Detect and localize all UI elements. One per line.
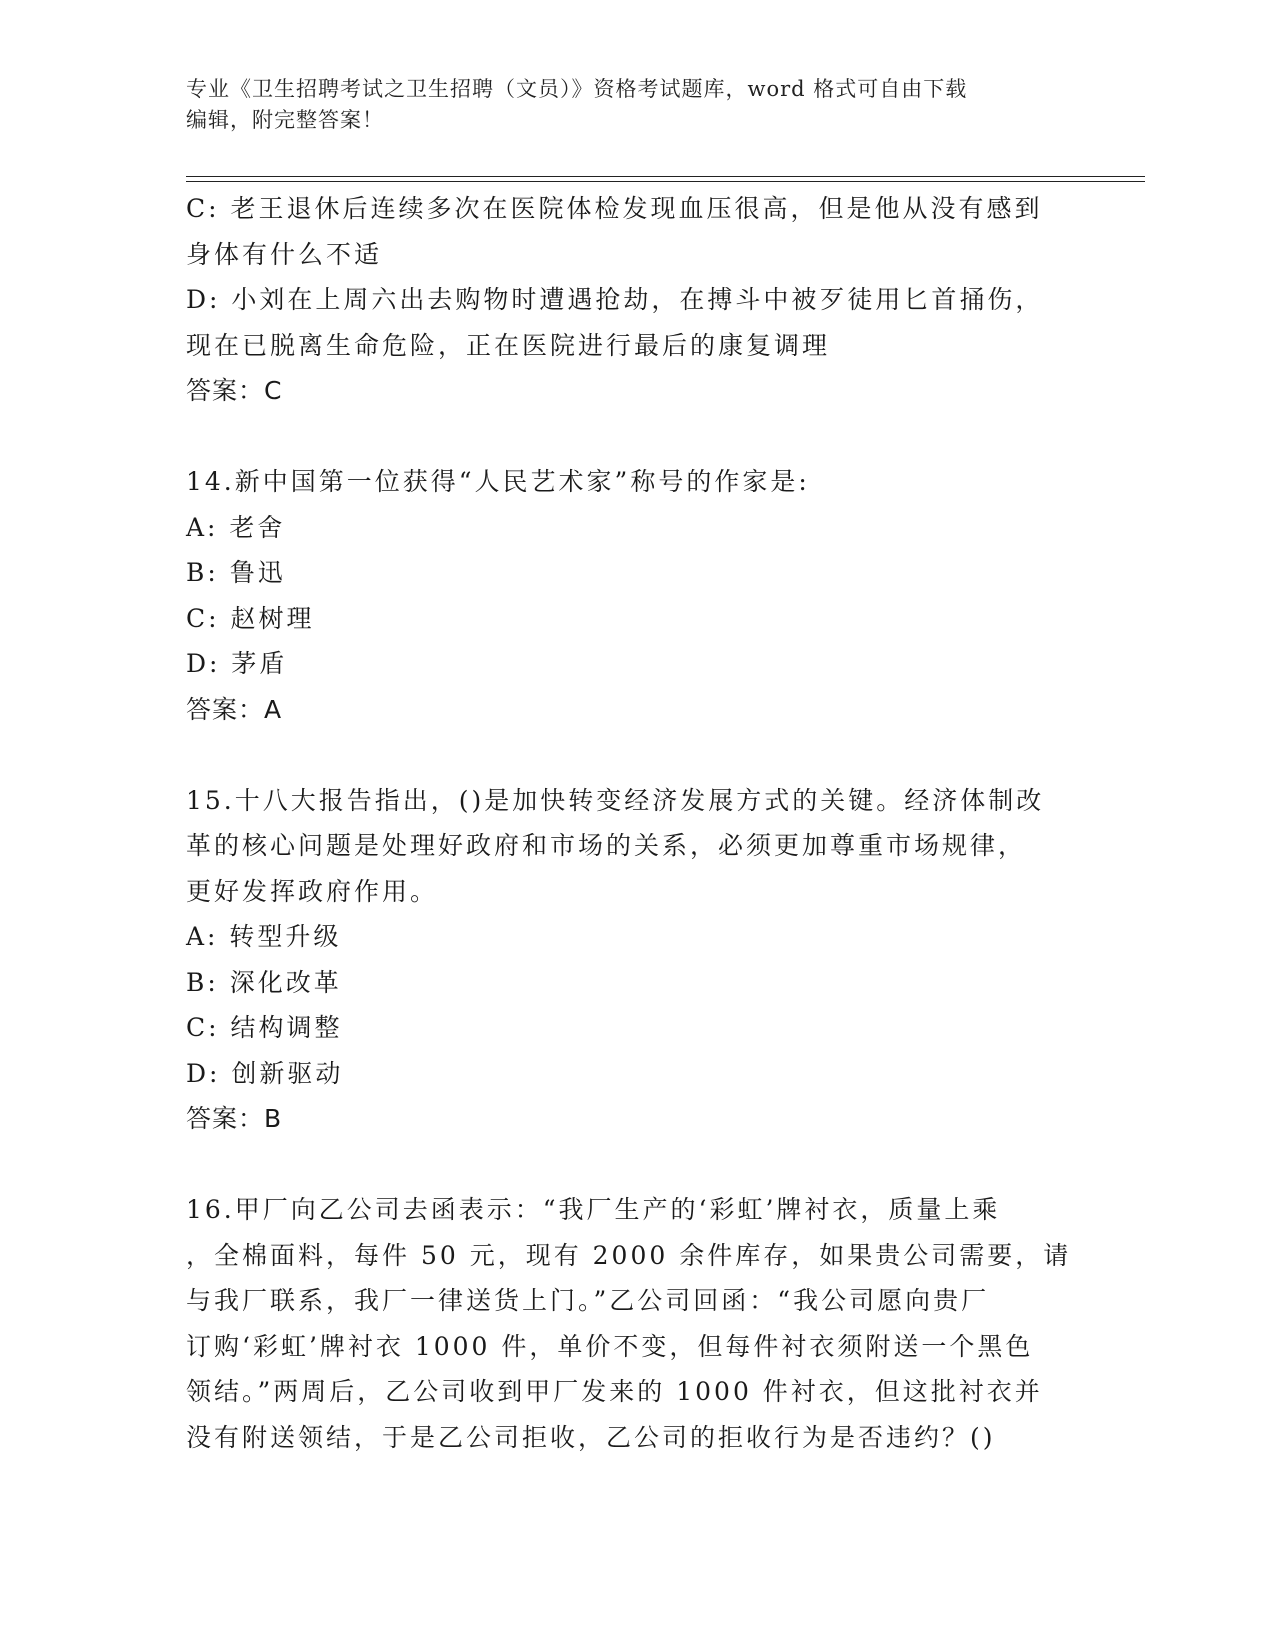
q16-stem-line-6: 没有附送领结，于是乙公司拒收，乙公司的拒收行为是否违约？() bbox=[186, 1422, 996, 1452]
q15-option-d: D: 创新驱动 bbox=[186, 1058, 344, 1088]
q14-stem: 14.新中国第一位获得“人民艺术家”称号的作家是: bbox=[186, 467, 810, 496]
q14-option-d: D: 茅盾 bbox=[186, 649, 288, 678]
header-line-2: 编辑，附完整答案！ bbox=[186, 108, 384, 132]
q16-stem-line-1: 16.甲厂向乙公司去函表示：“我厂生产的‘彩虹’牌衬衣，质量上乘 bbox=[186, 1195, 1001, 1224]
q15-option-c: C: 结构调整 bbox=[186, 1013, 343, 1042]
q14-option-a: A: 老舍 bbox=[186, 512, 286, 542]
q16-stem-line-5: 领结。”两周后，乙公司收到甲厂发来的 1000 件衬衣，但这批衬衣并 bbox=[186, 1377, 1043, 1406]
q13-option-d-line-2: 现在已脱离生命危险，正在医院进行最后的康复调理 bbox=[186, 330, 831, 360]
q15-stem-line-2: 革的核心问题是处理好政府和市场的关系，必须更加尊重市场规律， bbox=[186, 831, 1027, 860]
q15-stem-line-3: 更好发挥政府作用。 bbox=[186, 876, 439, 906]
q13-option-d-line-1: D: 小刘在上周六出去购物时遭遇抢劫，在搏斗中被歹徒用匕首捅伤， bbox=[186, 285, 1044, 314]
q15-answer: 答案：B bbox=[186, 1104, 283, 1133]
question-16 bbox=[186, 1187, 1086, 1460]
q14-answer: 答案：A bbox=[186, 694, 283, 724]
question-13 bbox=[186, 186, 1086, 414]
q16-stem-line-3: 与我厂联系，我厂一律送货上门。”乙公司回函：“我公司愿向贵厂 bbox=[186, 1286, 990, 1315]
q15-option-a: A: 转型升级 bbox=[186, 922, 342, 951]
header-line-1: 专业《卫生招聘考试之卫生招聘（文员）》资格考试题库，word 格式可自由下载 bbox=[186, 77, 968, 101]
spacer bbox=[186, 732, 1086, 778]
q15-stem-line-1: 15.十八大报告指出，()是加快转变经济发展方式的关键。经济体制改 bbox=[186, 785, 1045, 815]
question-14 bbox=[186, 459, 1086, 732]
q14-option-b: B: 鲁迅 bbox=[186, 558, 286, 587]
q16-stem-line-4: 订购‘彩虹’牌衬衣 1000 件，单价不变，但每件衬衣须附送一个黑色 bbox=[186, 1331, 1034, 1361]
q16-stem-line-2: ，全棉面料，每件 50 元，现有 2000 余件库存，如果贵公司需要，请 bbox=[186, 1240, 1072, 1270]
q13-answer: 答案：C bbox=[186, 376, 283, 405]
header-rule-top bbox=[186, 176, 1145, 177]
q13-option-c-line-1: C: 老王退休后连续多次在医院体检发现血压很高，但是他从没有感到 bbox=[186, 194, 1043, 223]
question-15 bbox=[186, 778, 1086, 1142]
document-body bbox=[186, 186, 1086, 1460]
q13-option-c-line-2: 身体有什么不适 bbox=[186, 239, 383, 269]
header-rule-bottom bbox=[186, 181, 1145, 182]
q14-option-c: C: 赵树理 bbox=[186, 603, 315, 633]
spacer bbox=[186, 414, 1086, 460]
document-header bbox=[186, 74, 1066, 136]
spacer bbox=[186, 1142, 1086, 1188]
q15-option-b: B: 深化改革 bbox=[186, 967, 342, 997]
